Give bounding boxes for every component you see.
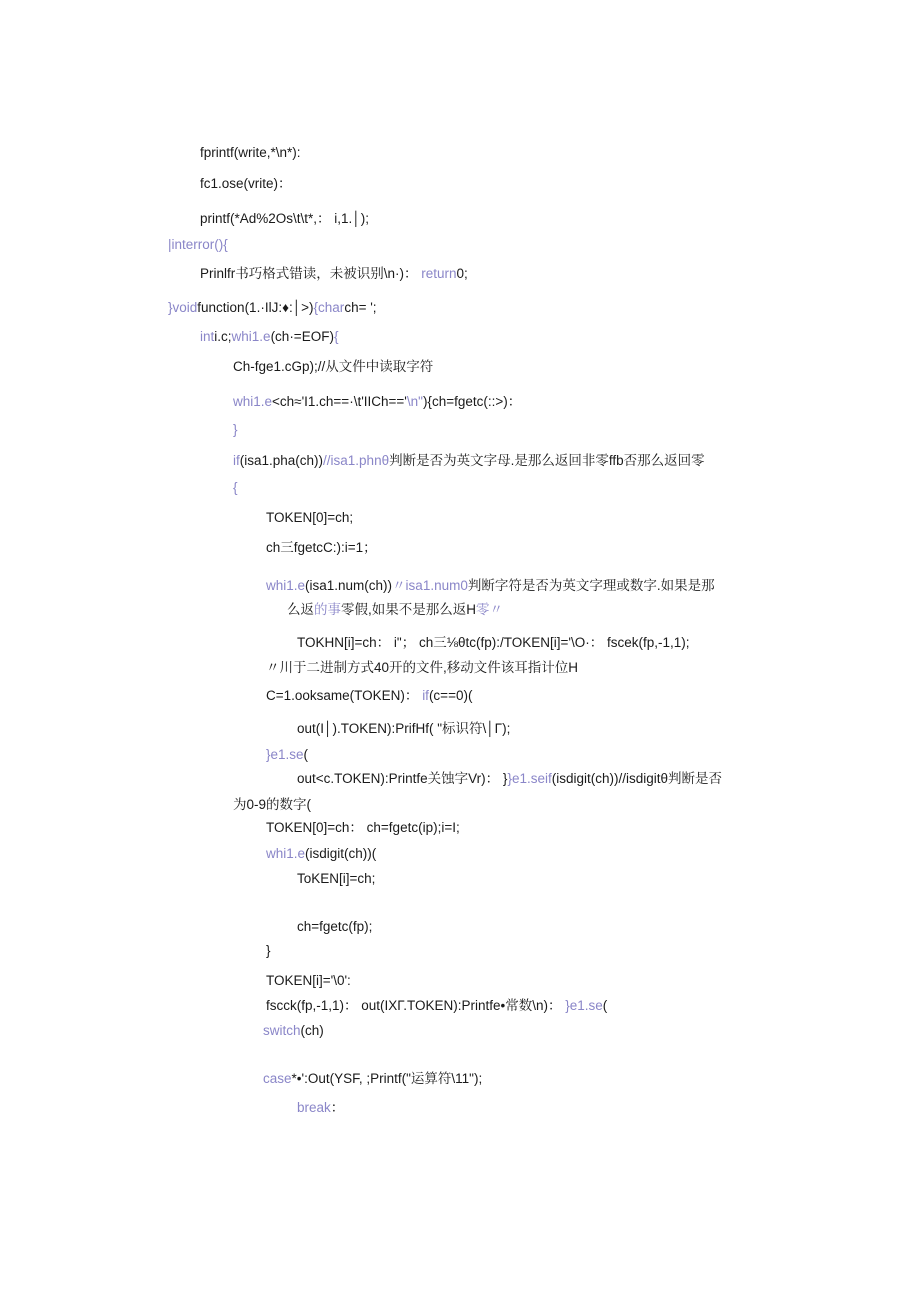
code-line [297, 1099, 344, 1117]
code-text: (isa1.pha(ch)) [239, 453, 324, 468]
code-line [233, 358, 433, 376]
code-line [266, 997, 607, 1015]
code-keyword: |interror(){ [168, 237, 228, 252]
code-line [297, 720, 510, 738]
code-text: fc1.ose(vrite)： [200, 176, 292, 191]
code-text: C=1.ooksame(TOKEN)： [266, 688, 423, 703]
code-keyword: //isa1.phnθ [323, 453, 390, 468]
code-line [266, 746, 308, 764]
code-keyword: \n" [406, 394, 423, 409]
code-line [297, 770, 722, 788]
code-line [287, 601, 503, 619]
code-line [200, 175, 292, 193]
code-text: ch=fgetc(fp); [297, 919, 373, 934]
code-keyword: {char [313, 300, 345, 315]
code-text: i.c; [214, 329, 232, 344]
code-text: (ch·=EOF) [270, 329, 334, 344]
code-text: ToKEN[i]=ch; [297, 871, 376, 886]
code-keyword: 〃isa1.num0 [392, 578, 468, 593]
code-line [266, 819, 460, 837]
code-text: ( [602, 998, 608, 1013]
code-text: TOKEN[i]='\0': [266, 973, 351, 988]
code-line [266, 539, 377, 557]
code-text: (isdigit(ch))( [305, 846, 377, 861]
code-text: fscck(fp,-1,1)： out(IXΓ.TOKEN):Printfe•常数\n)： [266, 998, 566, 1013]
code-keyword: case [263, 1071, 292, 1086]
code-line [233, 796, 311, 814]
code-text: <ch≈'I1.ch==·\t'IIСh==' [272, 394, 407, 409]
code-line [263, 1022, 324, 1040]
code-line [168, 299, 377, 317]
code-line [297, 918, 372, 936]
code-keyword: switch [263, 1023, 301, 1038]
code-line [200, 265, 468, 283]
code-line [266, 509, 353, 527]
code-keyword: 的事 [314, 602, 341, 617]
code-text: 0; [456, 266, 468, 281]
code-keyword: }e1.se [565, 998, 603, 1013]
code-text: (isa1.num(ch)) [305, 578, 393, 593]
code-line [297, 870, 375, 888]
code-text: out<c.TOKEN):Printfe关蚀字Vr)： } [297, 771, 508, 786]
code-keyword: if [422, 688, 429, 703]
code-text: TOKHN[i]=ch： i"； ch三⅛θtc(fp):/TOKEN[i]='\O·： fscek(fp,-1,1); [297, 635, 690, 650]
code-text: 零假,如果不是那么返H [341, 602, 476, 617]
code-line [266, 687, 472, 705]
code-line [168, 236, 228, 254]
code-text: ch= '; [344, 300, 377, 315]
code-text: ){ch=fgetc(::>)： [422, 394, 522, 409]
code-line [200, 210, 369, 228]
code-line [297, 634, 689, 652]
code-line [266, 845, 376, 863]
code-text: printf(*Ad%2Os\t\t*,： i,1.│); [200, 211, 369, 226]
code-text: ch三fgetcC:):i=1； [266, 540, 377, 555]
code-text: TOKEN[0]=ch; [266, 510, 354, 525]
code-keyword: }e1.seif [507, 771, 552, 786]
code-keyword: whi1.e [266, 846, 306, 861]
code-keyword: whi1.e [231, 329, 271, 344]
code-text: (c==0)( [428, 688, 473, 703]
code-text: *•':Out(YSF, ;Printf("运算符\11"); [291, 1071, 483, 1086]
code-text: 判断是否为英文字母.是那么返回非零ffb否那么返回零 [389, 453, 705, 468]
code-keyword: }e1.se [266, 747, 304, 762]
code-text: Ch-fge1.cGp);//从文件中读取字符 [233, 359, 434, 374]
code-text: 为0-9的数字( [233, 797, 312, 812]
code-text: 么返 [287, 602, 314, 617]
code-text: } [266, 943, 271, 958]
code-line [233, 421, 238, 439]
code-text: 〃川于二进制方式40开的文件,移动文件该耳指计位H [266, 660, 579, 675]
code-keyword: return [421, 266, 457, 281]
code-line [266, 577, 715, 595]
code-keyword: break [297, 1100, 331, 1115]
code-keyword: }void [168, 300, 198, 315]
code-text: out(I│).TOKEN):PrifHf( "标识符\│Γ); [297, 721, 511, 736]
code-text: fprintf(write,*\n*): [200, 145, 301, 160]
code-keyword: { [233, 480, 238, 495]
code-line [200, 144, 301, 162]
code-keyword: 零〃 [476, 602, 503, 617]
code-keyword: int [200, 329, 215, 344]
code-text: ( [303, 747, 309, 762]
code-line [263, 1070, 482, 1088]
code-keyword: whi1.e [266, 578, 306, 593]
code-text: function(1.·IlJ:♦:│>) [197, 300, 314, 315]
code-line [233, 479, 238, 497]
code-line [233, 393, 521, 411]
code-text: ： [330, 1100, 345, 1115]
code-line [266, 659, 578, 677]
code-line [266, 972, 351, 990]
code-line [233, 452, 705, 470]
code-line [266, 942, 271, 960]
code-text: (isdigit(ch))//isdigitθ判断是否 [551, 771, 723, 786]
code-text: TOKEN[0]=ch： ch=fgetc(ip);i=I; [266, 820, 460, 835]
code-text: (ch) [300, 1023, 324, 1038]
code-text: Prinlfr书巧格式错读，未被识别\n·)： [200, 266, 422, 281]
code-keyword: { [333, 329, 339, 344]
code-keyword: whi1.e [233, 394, 273, 409]
code-line [200, 328, 338, 346]
code-text: 判断字符是否为英文字理或数字.如果是那 [467, 578, 715, 593]
code-keyword: if [233, 453, 240, 468]
code-keyword: } [233, 422, 238, 437]
